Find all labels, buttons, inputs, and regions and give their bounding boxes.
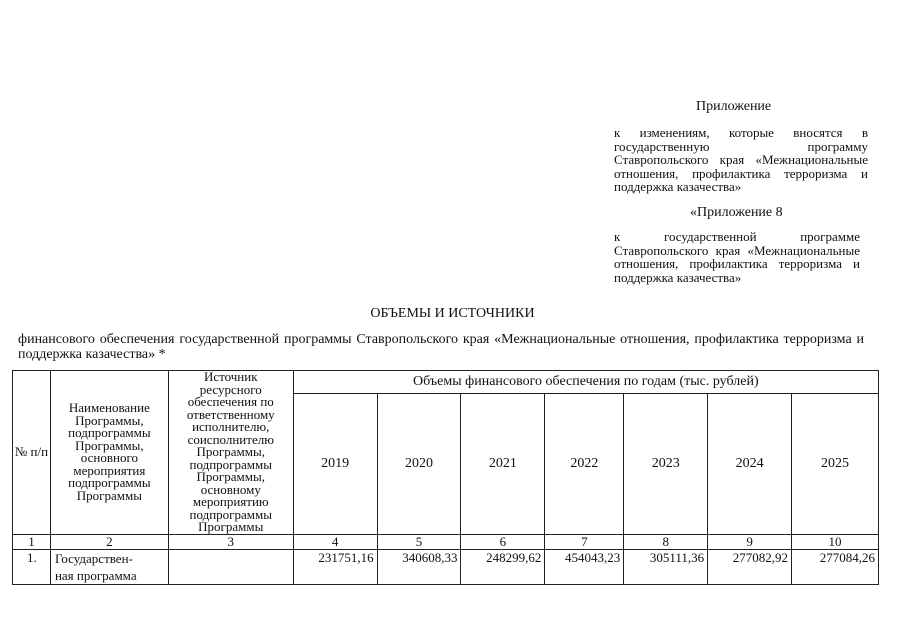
column-number: 10 <box>792 534 879 549</box>
page-subtitle: финансового обеспечения государственной программы Ставропольского края «Межнациональные отношения, профилактика терроризма и поддержка казачества» * <box>18 332 864 362</box>
row-source <box>168 549 293 584</box>
row-value-2020: 340608,33 <box>377 549 461 584</box>
col-header-name: Наименование Программы, подпрограммы Программы, основного мероприятия подпрограммы Программы <box>50 371 168 535</box>
appendix-title: Приложение <box>696 99 772 114</box>
row-value-2019: 231751,16 <box>293 549 377 584</box>
row-value-2023: 305111,36 <box>624 549 708 584</box>
year-header: 2021 <box>461 394 545 534</box>
appendix-number: «Приложение 8 <box>690 205 783 220</box>
row-value-2025: 277084,26 <box>792 549 879 584</box>
column-number: 7 <box>545 534 624 549</box>
column-number: 3 <box>168 534 293 549</box>
row-value-2022: 454043,23 <box>545 549 624 584</box>
year-header: 2024 <box>708 394 792 534</box>
col-header-number: № п/п <box>13 371 51 535</box>
financing-table <box>12 370 879 585</box>
column-number: 4 <box>293 534 377 549</box>
col-header-years: Объемы финансового обеспечения по годам (тыс. рублей) <box>293 371 878 394</box>
year-header: 2019 <box>293 394 377 534</box>
row-name-line: Государствен- <box>54 550 133 566</box>
column-number: 6 <box>461 534 545 549</box>
col-header-source: Источник ресурсного обеспечения по ответственному исполнителю, соисполнителю Программы, подпрограммы Программы, основному мероприятию подпрограммы Программы <box>168 371 293 535</box>
year-header: 2025 <box>792 394 879 534</box>
appendix-text-changes: к изменениям, которые вносятся в государственную программу Ставропольского края «Межнациональные отношения, профилактика терроризма и поддержка казачества» <box>614 125 868 194</box>
table-row <box>13 549 879 584</box>
page-title: ОБЪЕМЫ И ИСТОЧНИКИ <box>370 306 535 321</box>
column-number: 9 <box>708 534 792 549</box>
column-number: 5 <box>377 534 461 549</box>
row-name-line: ная программа <box>54 567 137 583</box>
year-header: 2020 <box>377 394 461 534</box>
column-number: 1 <box>13 534 51 549</box>
row-name <box>50 549 168 584</box>
appendix-text-program: к государственной программе Ставропольского края «Межнациональные отношения, профилактика терроризма и поддержка казачества» <box>614 229 860 285</box>
year-header: 2022 <box>545 394 624 534</box>
column-number: 8 <box>624 534 708 549</box>
row-value-2024: 277082,92 <box>708 549 792 584</box>
column-number-row <box>13 534 879 549</box>
row-number: 1. <box>13 549 51 584</box>
column-number: 2 <box>50 534 168 549</box>
row-value-2021: 248299,62 <box>461 549 545 584</box>
year-header: 2023 <box>624 394 708 534</box>
